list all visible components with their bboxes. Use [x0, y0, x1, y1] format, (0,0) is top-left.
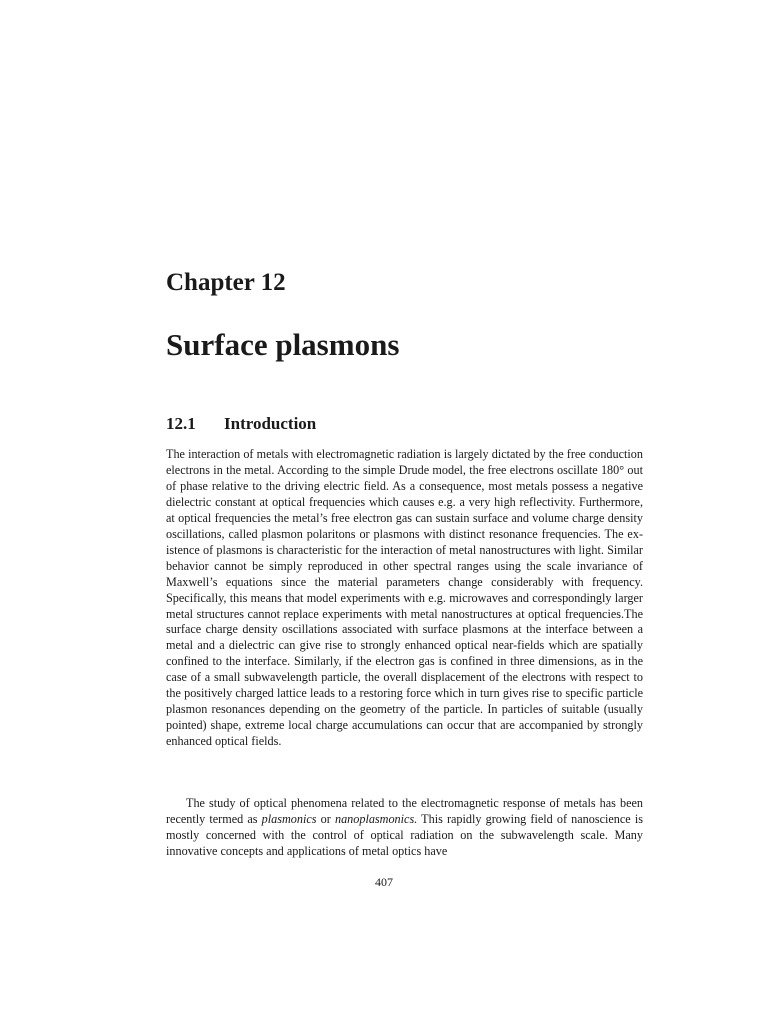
intro-paragraph-2 [166, 796, 643, 860]
section-heading [166, 413, 316, 435]
term-plasmonics: plasmonics [261, 811, 317, 826]
paragraph-text: The study of optical phenomena related to the electromagnetic response of metals has been recently termed as [166, 796, 643, 826]
paragraph-text: This rapidly growing field of nanoscience is mostly concerned with the control of optical radiation on the subwavelength scale. Many innovative concepts and applications of metal optics have [166, 811, 643, 858]
intro-paragraph-1: The interaction of metals with electromagnetic radiation is largely dictated by the free conduction electrons in the metal. According to the simple Drude model, the free electrons oscillate 180° out of phase relative to the driving electric field. As a consequence, most metals possess a negative dielectric constant at optical frequencies which causes e.g. a very high reflectivity. Furthermore, at optical frequencies the metal’s free electron gas can sustain surface and volume charge density oscillations, called plasmon polaritons or plasmons with distinct resonance frequencies. The existence of plasmons is characteristic for the interaction of metal nanostructures with light. Similar behavior cannot be simply reproduced in other spectral ranges using the scale invariance of Maxwell’s equations since the material parameters change considerably with frequency. Specifically, this means that model experiments with e.g. microwaves and correspondingly larger metal structures cannot replace experiments with metal nanostructures at optical frequencies.The surface charge density oscillations associated with surface plasmons at the interface between a metal and a dielectric can give rise to strongly enhanced optical near-fields which are spatially confined to the interface. Similarly, if the electron gas is confined in three dimensions, as in the case of a small subwavelength particle, the overall displacement of the electrons with respect to the positively charged lattice leads to a restoring force which in turn gives rise to specific particle plasmon resonances depending on the geometry of the particle. In particles of suitable (usually pointed) shape, extreme local charge accumulations can occur that are accompanied by strongly enhanced optical fields. [166, 447, 643, 749]
page-number: 407 [375, 875, 393, 889]
section-title: Introduction [224, 414, 317, 433]
section-number: 12.1 [166, 414, 196, 433]
paragraph-text: or [316, 811, 335, 826]
chapter-title: Surface plasmons [166, 327, 400, 362]
term-nanoplasmonics: nanoplasmonics. [334, 811, 418, 826]
chapter-label: Chapter 12 [166, 269, 286, 296]
